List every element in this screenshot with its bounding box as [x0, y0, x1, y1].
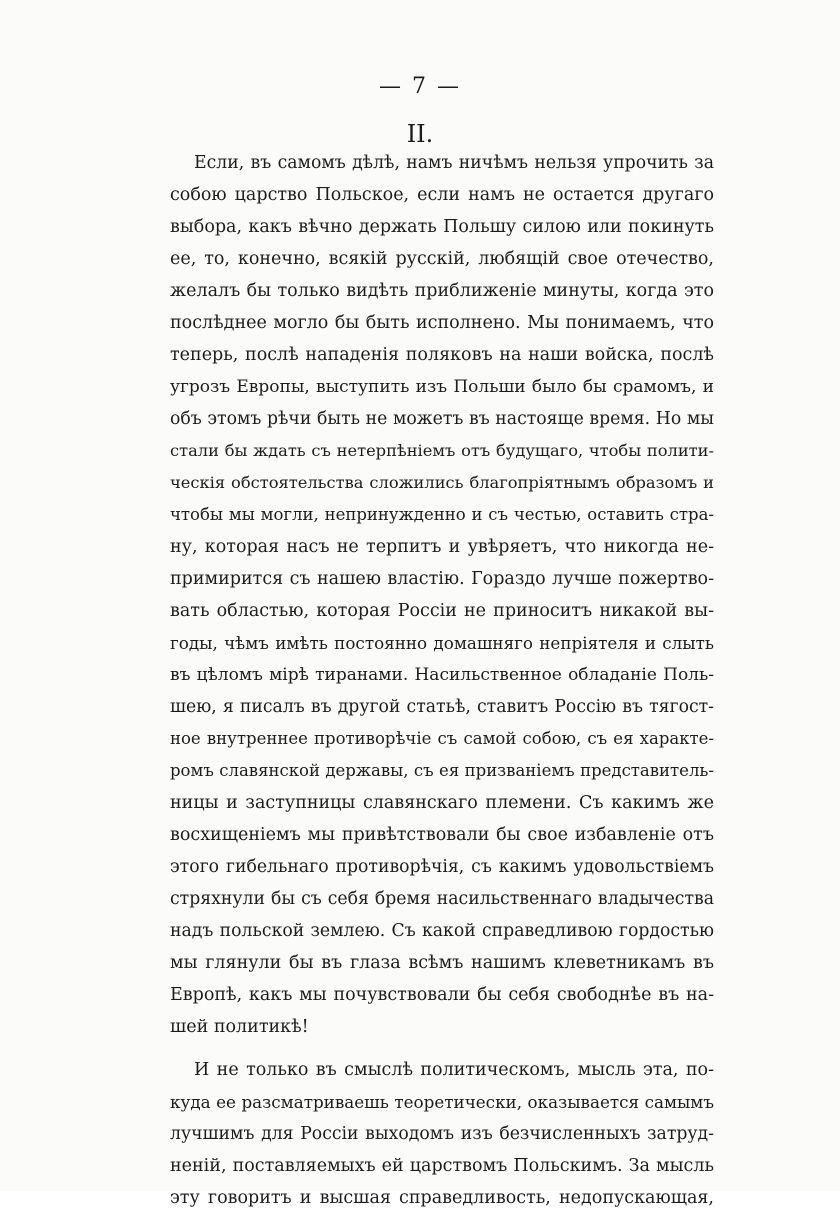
text-line: лучшимъ для Россіи выходомъ изъ безчисленныхъ затруд-: [170, 1124, 714, 1144]
text-line: собою царство Польское, если намъ не остается другаго: [170, 185, 714, 205]
text-line: послѣднее могло бы быть исполнено. Мы понимаемъ, что: [170, 313, 714, 333]
text-line: выбора, какъ вѣчно держать Польшу силою или покинуть: [170, 217, 714, 237]
text-line: въ цѣломъ мірѣ тиранами. Насильственное обладаніе Поль-: [170, 665, 714, 685]
text-line: годы, чѣмъ имѣть постоянно домашняго непріятеля и слыть: [170, 633, 714, 653]
text-line: шей политикѣ!: [170, 1017, 309, 1037]
text-line: стали бы ждать съ нетерпѣніемъ отъ будущаго, чтобы полити-: [170, 441, 714, 460]
section-heading: II.: [406, 120, 434, 148]
text-line: примирится съ нашею властію. Гораздо лучше пожертво-: [170, 569, 714, 589]
text-line: стряхнули бы съ себя бремя насильственнаго владычества: [170, 889, 714, 909]
text-line: И не только въ смыслѣ политическомъ, мысль эта, по-: [194, 1060, 714, 1080]
text-line: теперь, послѣ нападенія поляковъ на наши войска, послѣ: [170, 345, 714, 365]
text-line: ное внутреннее противорѣчіе съ самой собою, съ ея характе-: [170, 729, 714, 748]
text-line: шею, я писалъ въ другой статьѣ, ставитъ Россію въ тягост-: [170, 697, 714, 717]
text-line: вать областью, которая Россіи не приноситъ никакой вы-: [170, 601, 714, 621]
text-line: ницы и заступницы славянскаго племени. Съ какимъ же: [170, 793, 714, 813]
text-line: ее, то, конечно, всякій русскій, любящій свое отечество,: [170, 249, 714, 269]
text-line: мы глянули бы въ глаза всѣмъ нашимъ клеветникамъ въ: [170, 953, 714, 973]
body-text: [170, 147, 714, 1214]
text-line: куда ее разсматриваешь теоретически, оказывается самымъ: [170, 1092, 714, 1112]
text-line: Если, въ самомъ дѣлѣ, намъ ничѣмъ нельзя упрочить за: [194, 153, 714, 173]
text-line: Европѣ, какъ мы почувствовали бы себя свободнѣе въ на-: [170, 985, 714, 1005]
text-line: чтобы мы могли, непринужденно и съ честью, оставить стра-: [170, 505, 714, 524]
text-line: угрозъ Европы, выступить изъ Польши было бы срамомъ, и: [170, 377, 714, 397]
text-line: ческія обстоятельства сложились благопріятнымъ образомъ и: [170, 473, 714, 492]
text-line: ромъ славянской державы, съ ея призваніемъ представитель-: [170, 761, 714, 780]
text-line: желалъ бы только видѣть приближеніе минуты, когда это: [170, 281, 714, 301]
text-line: этого гибельнаго противорѣчія, съ какимъ удовольствіемъ: [170, 857, 714, 877]
text-line: надъ польской землею. Съ какой справедливою гордостью: [170, 921, 714, 941]
text-line: восхищеніемъ мы привѣтствовали бы свое избавленіе отъ: [170, 825, 714, 845]
text-line: объ этомъ рѣчи быть не можетъ въ настояще время. Но мы: [170, 409, 714, 429]
text-line: неній, поставляемыхъ ей царствомъ Польскимъ. За мысль: [170, 1156, 714, 1176]
text-line: ну, которая насъ не терпитъ и увѣряетъ, что никогда не-: [170, 537, 714, 557]
text-line: эту говоритъ и высшая справедливость, недопускающая,: [170, 1188, 714, 1208]
page-number: — 7 —: [379, 74, 461, 99]
